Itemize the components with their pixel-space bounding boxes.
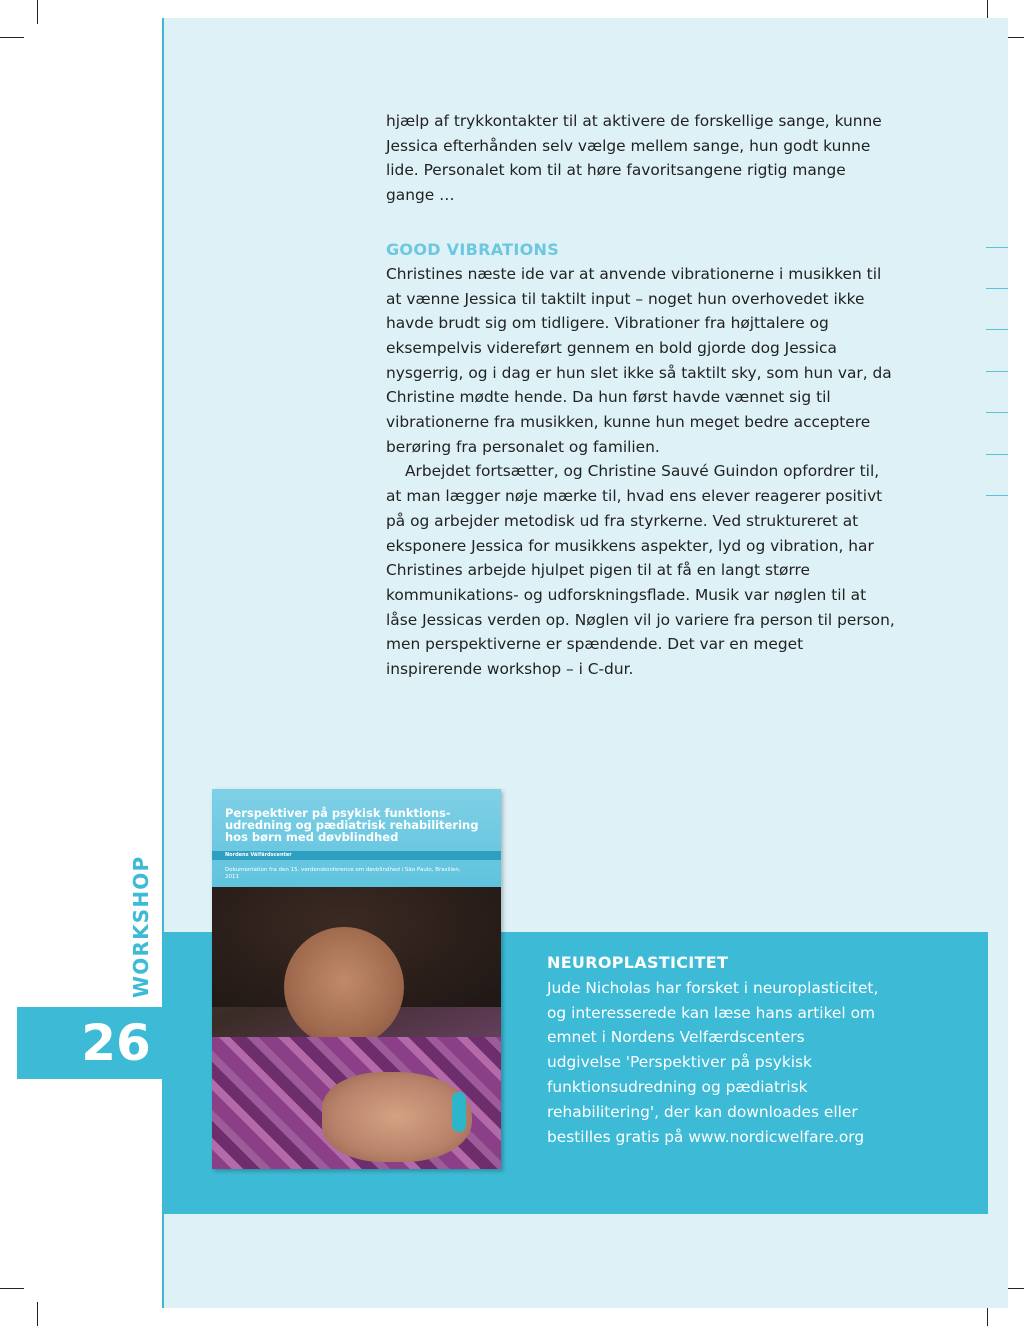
crop-mark — [0, 37, 24, 38]
body-paragraph: Christines næste ide var at anvende vibrationerne i musikken til at vænne Jessica til taktilt input – noget hun overhovedet ikke havde brudt sig om tidligere. Vibrationer fra højttalere og eksempelvis videreført gennem en bold gjorde dog Jessica nysgerrig, og i dag er hun slet ikke så taktilt sky, som hun var, da Christine mødte hende. Da hun først havde vænnet sig til vibrationerne fra musikken, kunne hun meget bedre acceptere berøring fra personalet og familien. — [386, 264, 892, 456]
section-heading: GOOD VIBRATIONS — [386, 239, 560, 259]
edge-tick — [986, 371, 1008, 372]
cover-header — [212, 789, 501, 887]
body-paragraph: hjælp af trykkontakter til at aktivere de forskellige sange, kunne Jessica efterhånden selv vælge mellem sange, hun godt kunne lide. Personalet kom til at høre favoritsangene rigtig mange gange … — [386, 112, 882, 205]
cover-publisher: Nordens Välfärdscenter — [225, 852, 292, 858]
edge-tick — [986, 288, 1008, 289]
page-number: 26 — [81, 1014, 151, 1072]
photo-bracelet — [452, 1092, 466, 1132]
edge-tick — [986, 495, 1008, 496]
cover-photo — [212, 887, 501, 1169]
cover-title: Perspektiver på psykisk funktionsudredning og pædiatrisk rehabilitering hos børn med døvblindhed — [225, 806, 479, 844]
aside-heading: NEUROPLASTICITET — [547, 953, 729, 972]
crop-mark — [37, 1302, 38, 1326]
edge-tick — [986, 247, 1008, 248]
cover-subtitle: Dokumentation fra den 15. verdenskonference om døvblindhed i São Paulo, Brasilien, 2011 — [225, 867, 461, 880]
edge-tick — [986, 329, 1008, 330]
edge-tick — [986, 412, 1008, 413]
body-paragraph: Arbejdet fortsætter, og Christine Sauvé Guindon opfordrer til, at man lægger nøje mærke til, hvad ens elever reagerer positivt på og arbejder metodisk ud fra styrkerne. Ved struktureret at eksponere Jessica for musikkens aspekter, lyd og vibration, har Christines arbejde hjulpet pigen til at få en langt større kommunikations- og udforskningsflade. Musik var nøglen til at låse Jessicas verden op. Nøglen vil jo variere fra person til person, men perspektiverne er spændende. Det var en meget inspirerende workshop – i C-dur. — [386, 462, 895, 679]
book-cover — [212, 789, 501, 1169]
edge-tick — [986, 454, 1008, 455]
section-label: WORKSHOP — [129, 855, 153, 998]
photo-face — [284, 927, 404, 1047]
photo-hands — [322, 1072, 472, 1162]
crop-mark — [37, 0, 38, 24]
aside-text: Jude Nicholas har forsket i neuroplasticitet, og interesserede kan læse hans artikel om emnet i Nordens Velfærdscenters udgivelse 'Perspektiver på psykisk funktionsudredning og pædiatrisk rehabilitering', der kan downloades eller bestilles gratis på www.nordicwelfare.org — [547, 978, 879, 1146]
aside-box — [547, 951, 882, 1149]
article-body — [386, 109, 896, 682]
crop-mark — [0, 1288, 24, 1289]
